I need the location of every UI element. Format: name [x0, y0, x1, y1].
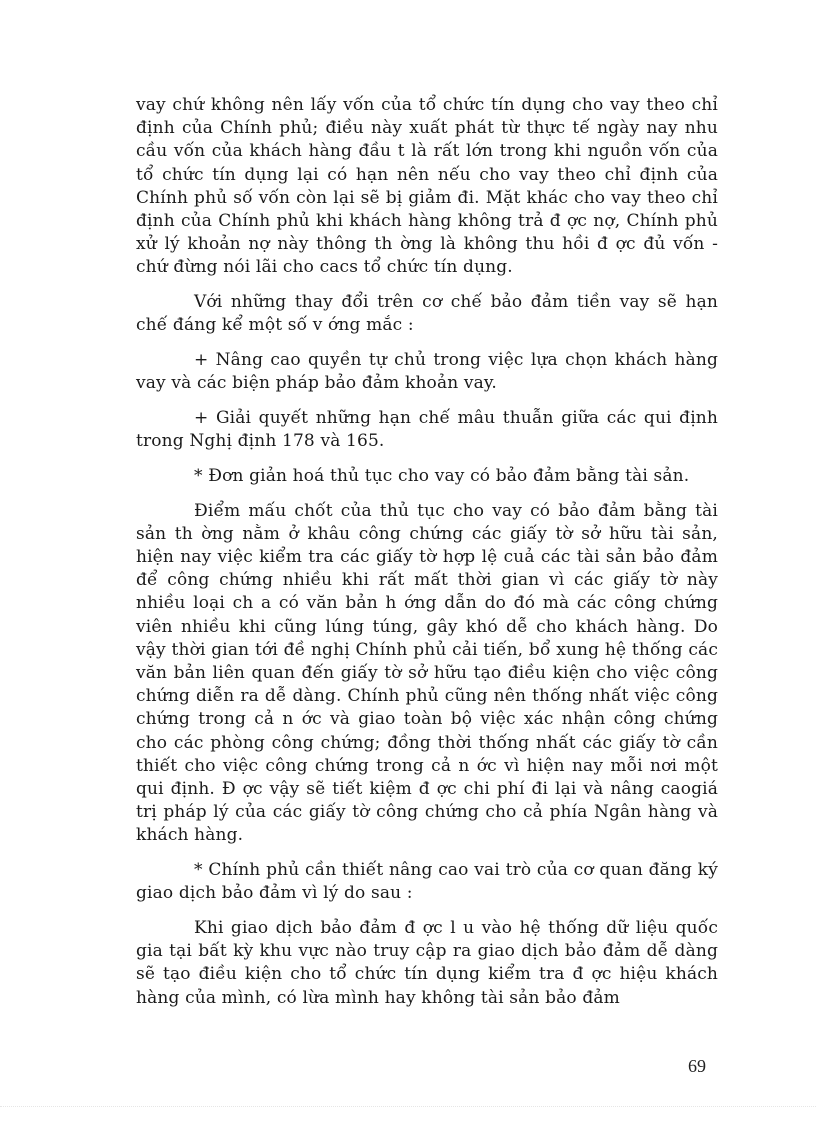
paragraph-government-directed-lending: vay chứ không nên lấy vốn của tổ chức tín dụng cho vay theo chỉ định của Chính phủ; điều này xuất phát từ thực tế ngày nay nhu cầu vốn của khách hàng đầu t là rất lớn trong khi nguồn vốn của tổ chức tín dụng lại có hạn nên nếu cho vay theo chỉ định của Chính phủ số vốn còn lại sẽ bị giảm đi. Mặt khác cho vay theo chỉ định của Chính phủ khi khách hàng không trả đ ợc nợ, Chính phủ xử lý khoản nợ này thông th ờng là không thu hồi đ ợc đủ vốn - chứ đừng nói lãi cho cacs tổ chức tín dụng.: [136, 95, 718, 278]
page-number: 69: [688, 1056, 706, 1076]
paragraph-national-database: Khi giao dịch bảo đảm đ ợc l u vào hệ thống dữ liệu quốc gia tại bất kỳ khu vực nào truy cập ra giao dịch bảo đảm dễ dàng sẽ tạo điều kiện cho tổ chức tín dụng kiểm tra đ ợc hiệu khách hàng của mình, có lừa mình hay không tài sản bảo đảm: [136, 918, 718, 1008]
heading-registration-agency: * Chính phủ cần thiết nâng cao vai trò của cơ quan đăng ký giao dịch bảo đảm vì lý do sau :: [136, 860, 718, 904]
paragraph-notarization: Điểm mấu chốt của thủ tục cho vay có bảo đảm bằng tài sản th ờng nằm ở khâu công chứng các giấy tờ sở hữu tài sản, hiện nay việc kiểm tra các giấy tờ hợp lệ cuả các tài sản bảo đảm để công chứng nhiều khi rất mất thời gian vì các giấy tờ này nhiều loại ch a có văn bản h ớng dẫn do đó mà các công chứng viên nhiều khi cũng lúng túng, gây khó dễ cho khách hàng. Do vậy thời gian tới đề nghị Chính phủ cải tiến, bổ xung hệ thống các văn bản liên quan đến giấy tờ sở hữu tạo điều kiện cho việc công chứng diễn ra dễ dàng. Chính phủ cũng nên thống nhất việc công chứng trong cả n ớc và giao toàn bộ việc xác nhận công chứng cho các phòng công chứng; đồng thời thống nhất các giấy tờ cần thiết cho việc công chứng trong cả n ớc vì hiện nay mỗi nơi một qui định. Đ ợc vậy sẽ tiết kiệm đ ợc chi phí đi lại và nâng caogiá trị pháp lý của các giấy tờ công chứng cho cả phía Ngân hàng và khách hàng.: [136, 500, 718, 846]
heading-simplify-procedures: * Đơn giản hoá thủ tục cho vay có bảo đảm bằng tài sản.: [194, 465, 690, 486]
bottom-divider: [0, 1106, 816, 1107]
bullet-autonomy: + Nâng cao quyền tự chủ trong việc lựa chọn khách hàng vay và các biện pháp bảo đảm khoản vay.: [136, 350, 718, 394]
paragraph-collateral-mechanism-changes: Với những thay đổi trên cơ chế bảo đảm tiền vay sẽ hạn chế đáng kể một số v ớng mắc :: [136, 292, 718, 336]
bullet-resolve-conflicts: + Giải quyết những hạn chế mâu thuẫn giữa các qui định trong Nghị định 178 và 165.: [136, 407, 718, 452]
page-body: [136, 94, 718, 1021]
